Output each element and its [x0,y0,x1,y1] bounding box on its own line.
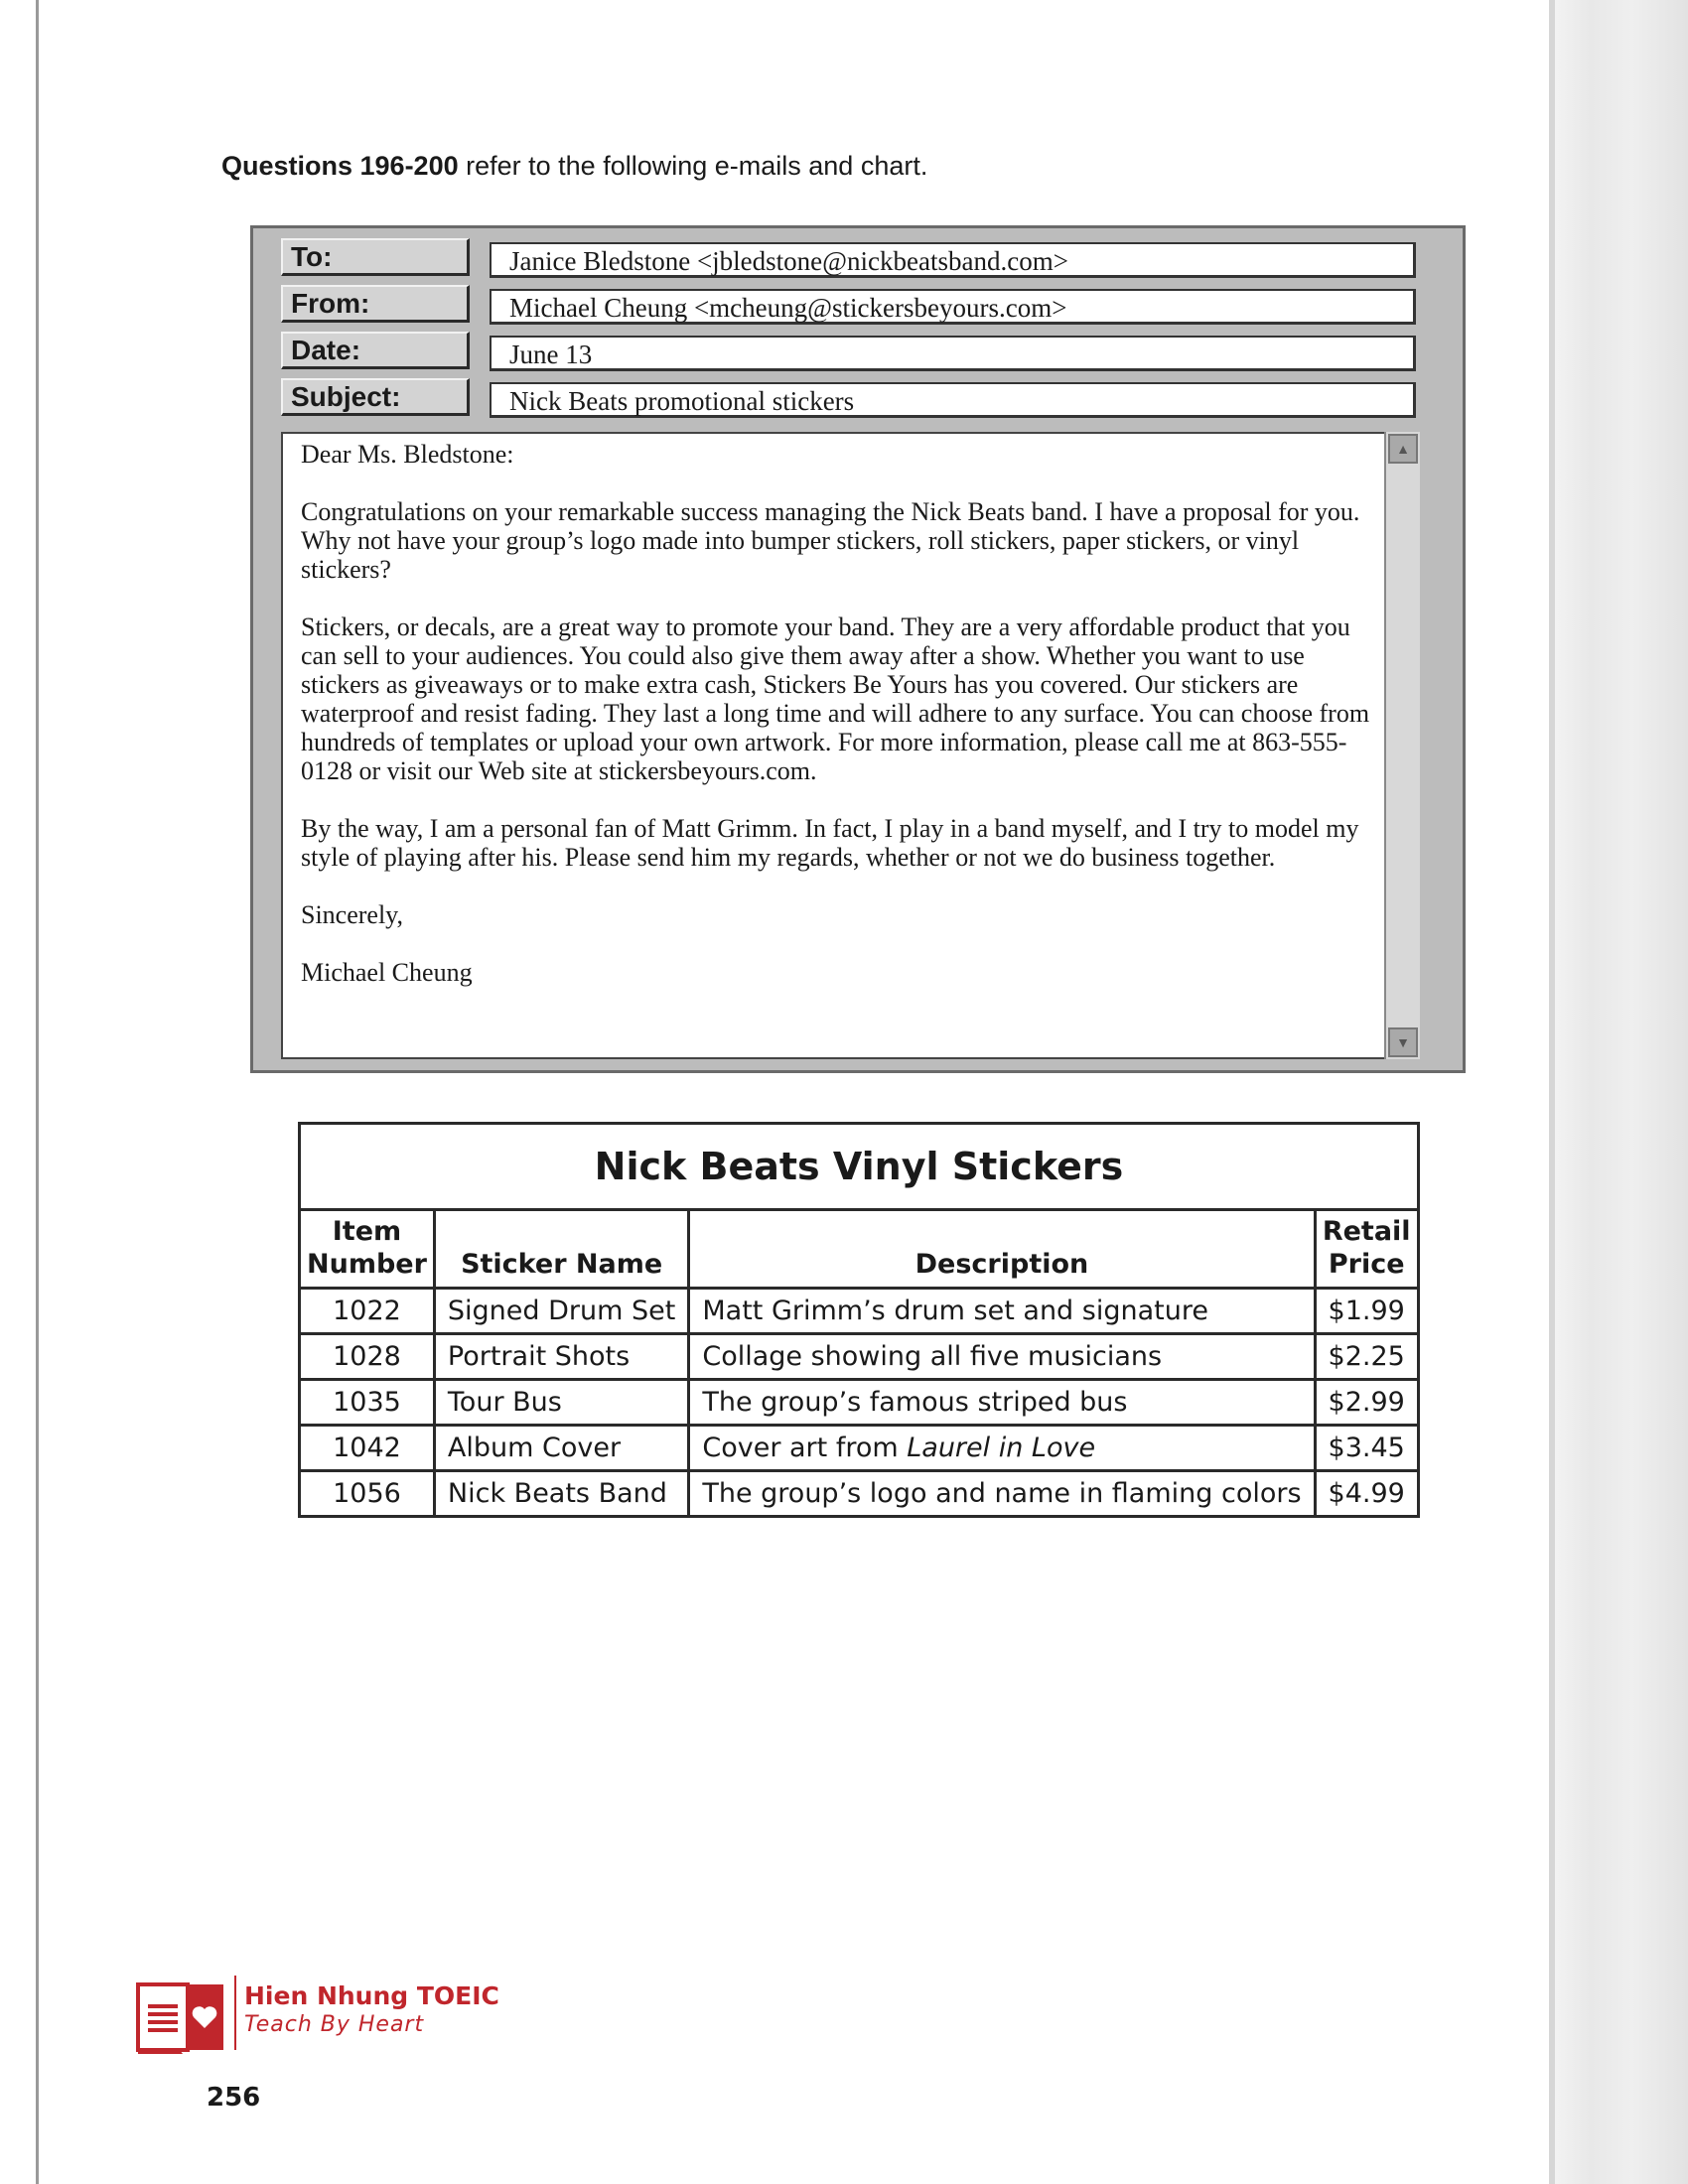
scroll-up-icon[interactable]: ▲ [1388,434,1418,464]
album-title: Laurel in Love [907,1433,1096,1463]
col-header-retail-price: Retail Price [1315,1210,1418,1289]
sticker-name: Tour Bus [434,1380,688,1426]
date-label: Date: [281,332,470,369]
body-paragraph-1: Congratulations on your remarkable success managing the Nick Beats band. I have a proposal for you. Why not have your group’s logo made into bumper stickers, roll stickers, paper stickers, or vinyl stickers? [301,497,1360,584]
item-number: 1042 [300,1426,435,1471]
retail-price: $1.99 [1315,1289,1418,1334]
retail-price: $2.99 [1315,1380,1418,1426]
description-text: Cover art from [702,1433,908,1463]
body-paragraph-2: Stickers, or decals, are a great way to promote your band. They are a very affordable product that you can sell to your audiences. You could also give them away after a show. Whether you want to use stickers as giveaways or to make extra cash, Stickers Be Yours has you covered. Our stickers are waterproof and resist fading. They last a long time and will adhere to any surface. You can choose from hundreds of templates or upload your own artwork. For more information, please call me at 863-555-0128 or visit our Web site at stickersbeyours.com. [301,613,1370,785]
description-text: The group’s logo and name in flaming colors [702,1478,1302,1509]
brand-name: Hien Nhung TOEIC [244,1981,499,2010]
item-number: 1022 [300,1289,435,1334]
page-number: 256 [207,2083,261,2113]
questions-number: Questions 196-200 [221,151,459,181]
stickers-table [298,1122,1420,1518]
email-window [250,225,1466,1073]
retail-price: $2.25 [1315,1334,1418,1380]
body-paragraph-3: By the way, I am a personal fan of Matt Grimm. In fact, I play in a band myself, and I try to model my style of playing after his. Please send him my regards, whether or not we do business together. [301,814,1359,872]
subject-field[interactable]: Nick Beats promotional stickers [490,382,1416,418]
salutation: Dear Ms. Bledstone: [301,440,514,469]
description [689,1380,1315,1426]
description [689,1334,1315,1380]
item-number: 1056 [300,1471,435,1517]
table-row [300,1334,1419,1380]
subject-label: Subject: [281,378,470,416]
description-text: Collage showing all five musicians [702,1341,1163,1372]
table-row [300,1289,1419,1334]
scroll-down-icon[interactable]: ▼ [1388,1027,1418,1057]
to-field[interactable]: Janice Bledstone <jbledstone@nickbeatsband.com> [490,242,1416,278]
table-title: Nick Beats Vinyl Stickers [300,1124,1419,1210]
brand-block [234,1976,499,2050]
closing: Sincerely, [301,900,403,929]
date-field[interactable]: June 13 [490,336,1416,371]
description [689,1289,1315,1334]
sticker-name: Portrait Shots [434,1334,688,1380]
email-body-text [301,440,1388,987]
signature: Michael Cheung [301,958,473,987]
sticker-name: Nick Beats Band [434,1471,688,1517]
item-number: 1028 [300,1334,435,1380]
table-title-row [300,1124,1419,1210]
description-text: The group’s famous striped bus [702,1387,1128,1418]
sticker-name: Signed Drum Set [434,1289,688,1334]
page-right-edge [1549,0,1688,2184]
description [689,1426,1315,1471]
table-header-row [300,1210,1419,1289]
brand-tagline: Teach By Heart [244,2012,425,2037]
table-row [300,1380,1419,1426]
col-header-item-number: Item Number [300,1210,435,1289]
email-body[interactable] [281,432,1420,1059]
to-label: To: [281,238,470,276]
retail-price: $3.45 [1315,1426,1418,1471]
book-heart-logo-icon [136,1982,225,2055]
retail-price: $4.99 [1315,1471,1418,1517]
sticker-name: Album Cover [434,1426,688,1471]
table-row [300,1471,1419,1517]
col-header-sticker-name: Sticker Name [434,1210,688,1289]
item-number: 1035 [300,1380,435,1426]
questions-intro [221,151,927,182]
from-label: From: [281,285,470,323]
from-field[interactable]: Michael Cheung <mcheung@stickersbeyours.com> [490,289,1416,325]
description [689,1471,1315,1517]
vertical-scrollbar[interactable] [1384,432,1420,1059]
col-header-description: Description [689,1210,1315,1289]
intro-text: refer to the following e-mails and chart. [458,151,928,181]
table-row [300,1426,1419,1471]
page-left-edge [36,0,39,2184]
description-text: Matt Grimm’s drum set and signature [702,1296,1208,1326]
